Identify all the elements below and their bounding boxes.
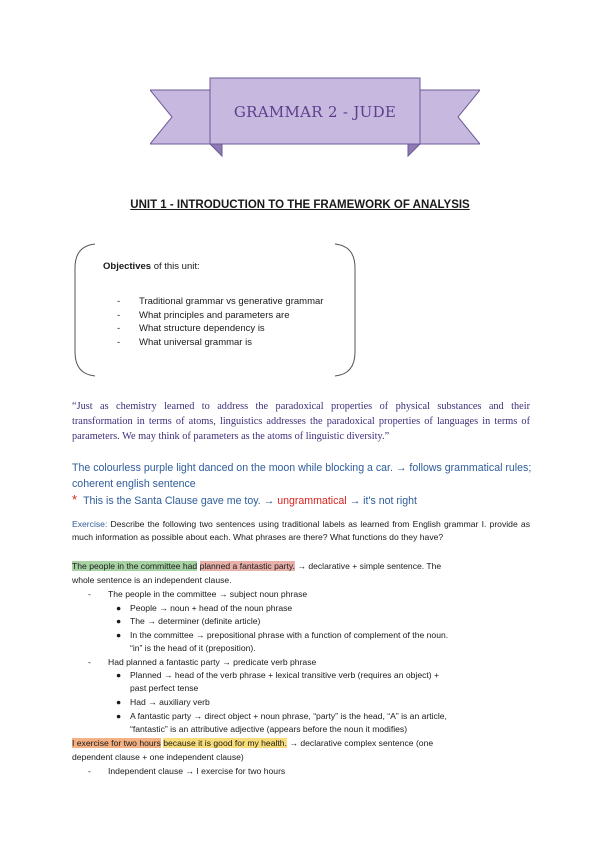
objectives-title: Objectives of this unit: <box>103 261 200 272</box>
highlight-predicate: planned a fantastic party. <box>199 561 295 571</box>
exercise-label: Exercise: <box>72 519 108 529</box>
ungrammatical-example: * This is the Santa Clause gave me toy. → ungrammatical → it's not right <box>72 492 417 507</box>
list-item: - Independent clause → I exercise for two hours <box>88 766 286 776</box>
list-item: - What principles and parameters are <box>117 309 323 323</box>
sentence-2-analysis: dependent clause + one independent clause) <box>72 752 244 762</box>
list-item: - The people in the committee → subject noun phrase <box>88 589 308 599</box>
list-item: - Had planned a fantastic party → predicate verb phrase <box>88 657 317 667</box>
sentence-2: I exercise for two hours because it is good for my health. → declarative complex sentence (one <box>72 738 434 748</box>
highlight-dependent-clause: because it is good for my health. <box>163 738 287 748</box>
sentence-1-analysis: whole sentence is an independent clause. <box>72 575 232 585</box>
list-item-continuation: past perfect tense <box>130 683 199 693</box>
list-item-continuation: “fantastic” is an attributive adjective (appears before the noun it modifies) <box>130 724 408 734</box>
star-mark: * <box>72 492 78 507</box>
sentence-1: The people in the committee had planned a fantastic party. → declarative + simple sentence. The <box>72 561 442 571</box>
list-item: - Traditional grammar vs generative grammar <box>117 295 323 309</box>
grammatical-example: The colourless purple light danced on the moon while blocking a car. → follows grammatical rules; coherent english sentence <box>72 462 532 490</box>
list-item: - What structure dependency is <box>117 322 323 336</box>
unit-heading: UNIT 1 - INTRODUCTION TO THE FRAMEWORK OF ANALYSIS <box>130 199 470 211</box>
list-item-continuation: “in” is the head of it (preposition). <box>130 643 256 653</box>
list-item: - What universal grammar is <box>117 336 323 350</box>
list-item: ● Planned → head of the verb phrase + lexical transitive verb (requires an object) + <box>116 670 440 680</box>
list-item: ● The → determiner (definite article) <box>116 616 261 626</box>
quote: “Just as chemistry learned to address the paradoxical properties of physical substances and their transformation in terms of atoms, linguistics addresses the paradoxical properties of languages in terms of parameters. We may think of parameters as the atoms of linguistic diversity.” <box>72 401 530 442</box>
highlight-subject: The people in the committee had <box>72 561 198 571</box>
list-item: ● In the committee → prepositional phrase with a function of complement of the noun. <box>116 630 449 640</box>
ungrammatical-label: ungrammatical <box>277 495 347 507</box>
list-item: ● Had → auxiliary verb <box>116 697 210 707</box>
list-item: ● A fantastic party → direct object + noun phrase, “party” is the head, “A” is an article, <box>116 711 447 721</box>
objectives-list <box>117 295 323 349</box>
objectives-box <box>65 240 365 380</box>
exercise-instructions: Exercise: Describe the following two sentences using traditional labels as learned from English grammar I. provide as much information as possible about each. What phrases are there? What functions do they have? <box>72 519 530 542</box>
document-title: GRAMMAR 2 - JUDE <box>233 103 397 121</box>
list-item: ● People → noun + head of the noun phrase <box>116 603 293 613</box>
highlight-independent-clause: I exercise for two hours <box>72 738 161 748</box>
